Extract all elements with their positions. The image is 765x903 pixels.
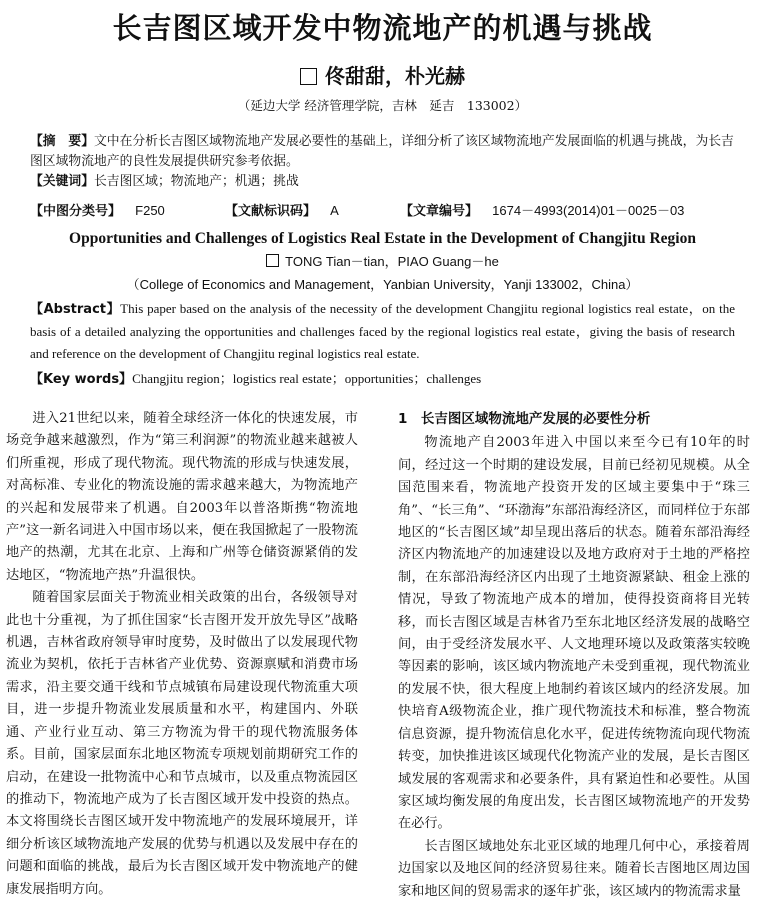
clc-value: F250: [135, 203, 165, 218]
article-no-value: 1674－4993(2014)01－0025－03: [492, 203, 685, 218]
abstract-cn-block: [30, 132, 735, 192]
paragraph: 物流地产自2003年进入中国以来至今已有10年的时间，经过这一个时期的建设发展，目前已经初见规模。从全国范围来看，物流地产投资开发的区域主要集中于“珠三角”、“长三角”、“环渤海”东部沿海经济区，而同样位于东部地区的“长吉图区域”却呈现出落后的状态。随着东部沿海经济区内物流地产的加速建设以及地方政府对于土地的严格控制，在东部沿海经济区内出现了土地资源紧缺、租金上涨的情况，导致了物流地产成本的增加，使得投资商将目光转移，而长吉图区域是吉林省乃至东北地区经济发展的战略空间，由于受经济发展水平、人文地理环境以及政策落实较晚等因素的影响，该区域内物流地产未受到重视，现代物流业的发展不快，很大程度上地制约着该区域内的经济发展。加快培育A级物流企业，推广现代物流技术和标准，整合物流信息资源，提升物流信息化水平，促进传统物流向现代物流转变，加快推进该区域现代化物流产业的发展，是长吉图区域发展的客观需求和必要条件，具有紧迫性和必要性。从国家区域均衡发展的角度出发，长吉图区域物流地产的开发势在必行。: [398, 435, 750, 832]
authors: 佟甜甜，朴光赫: [325, 64, 465, 88]
paragraph: 随着国家层面关于物流业相关政策的出台，各级领导对此也十分重视，为了抓住国家“长吉图开发开放先导区”战略机遇，吉林省政府领导审时度势，及时做出了以发展现代物流业为契机，依托于吉林省产业优势、资源禀赋和消费市场需求，沿主要交通干线和节点城镇布局建设现代物流重大项目，进一步提升物流业发展质量和水平，构建国内、外联通、产业行业互动、第三方物流为骨干的现代物流服务体系。目前，国家层面东北地区物流专项规划前期研究工作的启动，在建设一批物流中心和节点城市，以及重点物流园区的推动下，物流地产成为了长吉图区域开发中投资的热点。本文将围绕长吉图区域开发中物流地产的发展环境展开，详细分析该区域物流地产发展的优势与机遇以及发展中存在的问题和面临的挑战，最后为长吉图区域开发中物流地产的健康发展指明方向。: [6, 590, 358, 897]
english-authors: TONG Tian－tian，PIAO Guang－he: [285, 254, 499, 269]
keywords-cn-label: 【关键词】: [30, 174, 94, 189]
abstract-en-text: This paper based on the analysis of the necessity of the development Changjitu regional logistics real estate，on the basis of a detailed analyzing the opportunities and challenges faced by the regional logistics real estate，giving the basis of research and reference on the development of Changjitu reginal logistics real estate.: [30, 301, 735, 361]
authors-line: [0, 60, 765, 89]
english-authors-line: [0, 251, 765, 270]
keywords-cn-text: 长吉图区域；物流地产；机遇；挑战: [93, 174, 299, 189]
doc-code-label: 【文献标识码】: [225, 204, 317, 219]
article-no-cell: [400, 200, 684, 219]
body-left-column: [6, 408, 358, 901]
clc-label: 【中图分类号】: [30, 204, 122, 219]
article-no-label: 【文章编号】: [400, 204, 479, 219]
paragraph: 进入21世纪以来，随着全球经济一体化的快速发展，市场竞争越来越激烈，作为“第三利润源”的物流业越来越被人们所重视，形成了现代物流。现代物流的形成与快速发展，对高标准、专业化的物流设施的需求越来越大，为物流地产的兴起和发展带来了机遇。自2003年以普洛斯携“物流地产”这一新名词进入中国市场以来，便在我国掀起了一股物流地产的热潮，尤其在北京、上海和广州等仓储资源紧俏的发达地区，“物流地产热”升温很快。: [6, 411, 358, 583]
checkbox-square-icon: [266, 254, 279, 267]
keywords-cn: [30, 172, 735, 192]
affiliation: （延边大学 经济管理学院，吉林 延吉 133002）: [237, 98, 528, 113]
abstract-en: [30, 298, 735, 365]
keywords-en-text: Changjitu region；logistics real estate；opportunities；challenges: [132, 371, 482, 386]
abstract-cn-label: 【摘 要】: [30, 134, 94, 149]
meta-row: [30, 200, 740, 219]
checkbox-square-icon: [300, 68, 317, 85]
abstract-cn: [30, 132, 735, 172]
clc-cell: [30, 200, 225, 219]
keywords-en-label: 【Key words】: [30, 372, 133, 387]
doc-code-value: A: [330, 203, 339, 218]
abstract-cn-text: 文中在分析长吉图区域物流地产发展必要性的基础上，详细分析了该区域物流地产发展面临的机遇与挑战，为长吉图区域物流地产的良性发展提供研究参考依据。: [30, 134, 734, 169]
paper-title: 长吉图区域开发中物流地产的机遇与挑战: [112, 11, 653, 45]
keywords-en: [30, 368, 735, 387]
abstract-en-label: 【Abstract】: [30, 302, 121, 317]
english-title: Opportunities and Challenges of Logistics Real Estate in the Development of Changjitu Region: [69, 230, 696, 247]
paragraph: 长吉图区域地处东北亚区域的地理几何中心，承接着周边国家以及地区间的经济贸易往来。随着长吉图地区周边国家和地区间的贸易需求的逐年扩张，该区域内的物流需求量: [398, 838, 750, 899]
doc-code-cell: [225, 200, 400, 219]
body-right-column: [398, 408, 750, 903]
section-heading: 1 长吉图区域物流地产发展的必要性分析: [398, 411, 651, 427]
english-affiliation: （College of Economics and Management，Yanbian University，Yanji 133002，China）: [126, 277, 639, 292]
